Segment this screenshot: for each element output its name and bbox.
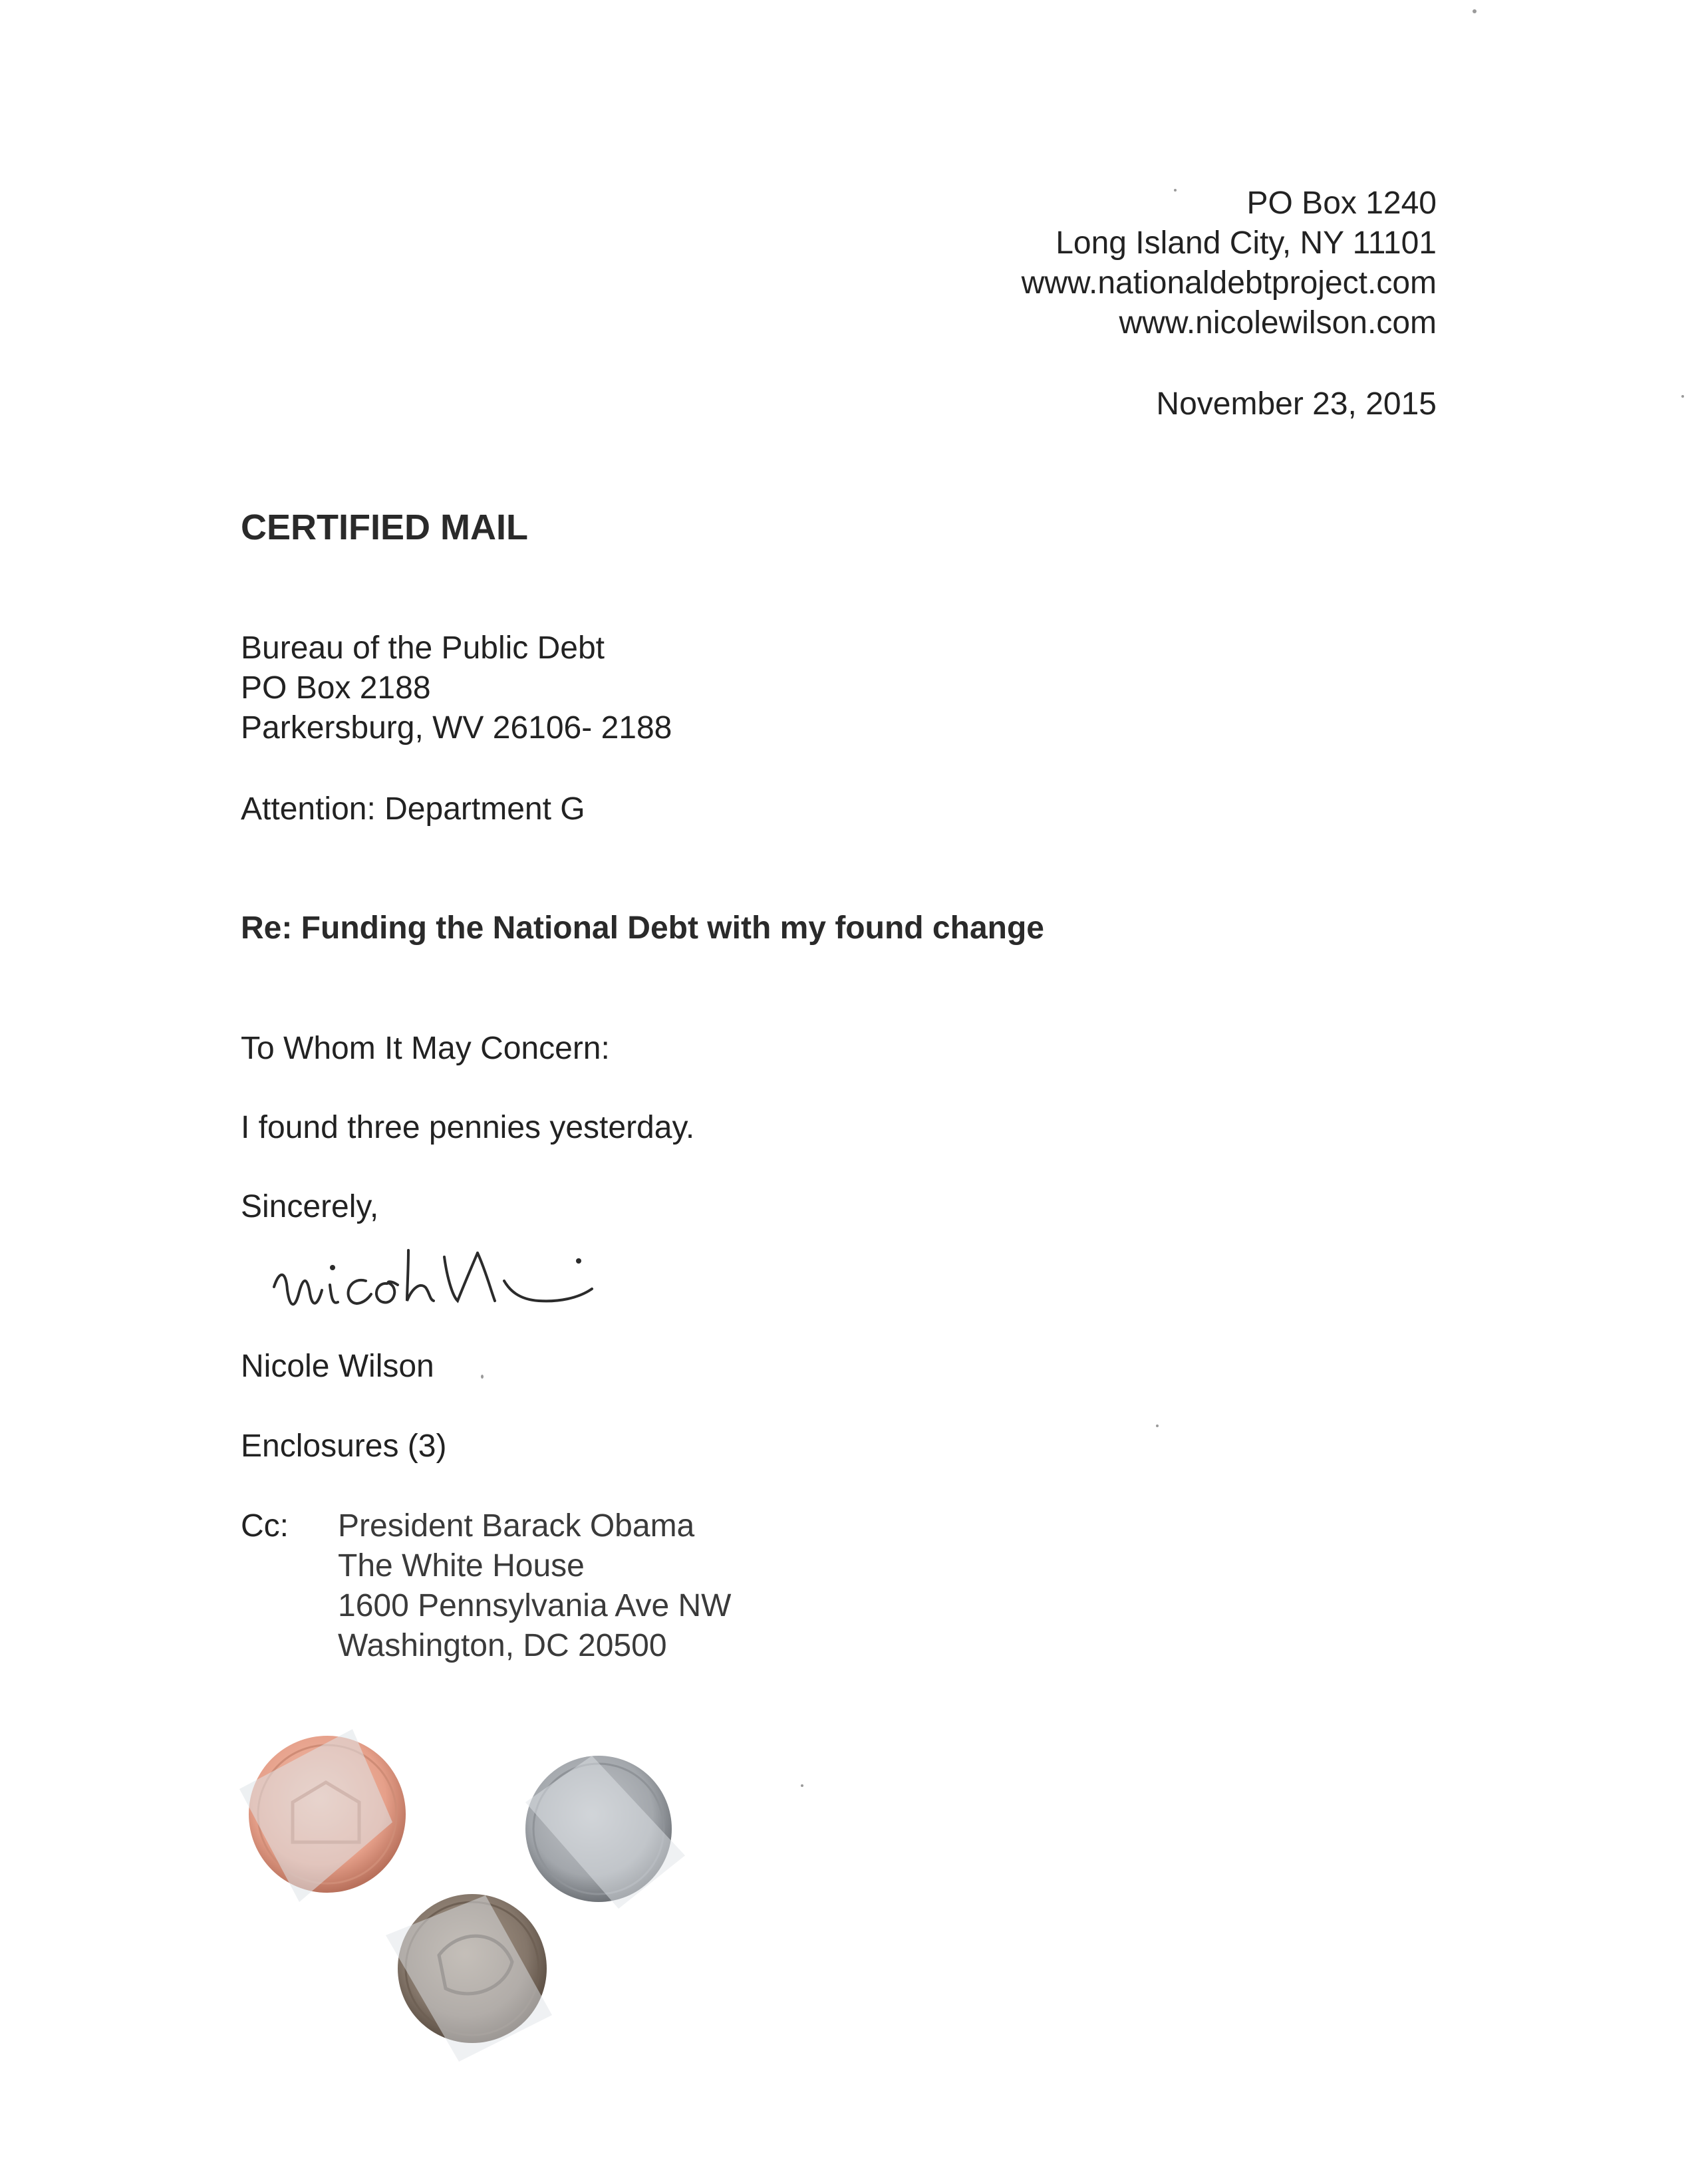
scan-speck xyxy=(481,1375,484,1379)
cc-line-name: President Barack Obama xyxy=(338,1508,695,1544)
letter-body: I found three pennies yesterday. xyxy=(241,1110,695,1145)
scan-speck xyxy=(801,1784,803,1787)
handwritten-signature xyxy=(266,1224,612,1330)
closing: Sincerely, xyxy=(241,1189,379,1224)
recipient-line-name: Bureau of the Public Debt xyxy=(241,630,605,666)
recipient-address xyxy=(241,628,672,748)
penny-worn xyxy=(386,1894,552,2062)
cc-label: Cc: xyxy=(241,1508,289,1544)
letter-date: November 23, 2015 xyxy=(1156,386,1437,422)
signer-name: Nicole Wilson xyxy=(241,1349,434,1384)
scan-speck xyxy=(1681,395,1684,398)
attention-line: Attention: Department G xyxy=(241,791,585,827)
salutation: To Whom It May Concern: xyxy=(241,1031,610,1066)
taped-pennies xyxy=(219,1703,752,2075)
scan-speck xyxy=(1473,9,1477,13)
recipient-line-city: Parkersburg, WV 26106- 2188 xyxy=(241,710,672,746)
sender-address xyxy=(1022,184,1437,343)
scan-speck xyxy=(1156,1425,1159,1427)
sender-line-city: Long Island City, NY 11101 xyxy=(1056,225,1437,261)
penny-copper xyxy=(239,1729,406,1902)
cc-line-city: Washington, DC 20500 xyxy=(338,1628,667,1663)
sender-line-po-box: PO Box 1240 xyxy=(1246,186,1437,221)
certified-mail-heading: CERTIFIED MAIL xyxy=(241,507,528,547)
cc-line-building: The White House xyxy=(338,1548,585,1583)
sender-line-website-1: www.nationaldebtproject.com xyxy=(1021,265,1437,301)
cc-line-street: 1600 Pennsylvania Ave NW xyxy=(338,1588,732,1623)
enclosures-line: Enclosures (3) xyxy=(241,1429,447,1464)
penny-zinc xyxy=(525,1756,685,1909)
sender-line-website-2: www.nicolewilson.com xyxy=(1119,305,1437,341)
cc-address xyxy=(338,1506,731,1666)
scan-speck xyxy=(1174,189,1177,192)
subject-line: Re: Funding the National Debt with my found change xyxy=(241,910,1044,946)
recipient-line-po-box: PO Box 2188 xyxy=(241,670,431,706)
